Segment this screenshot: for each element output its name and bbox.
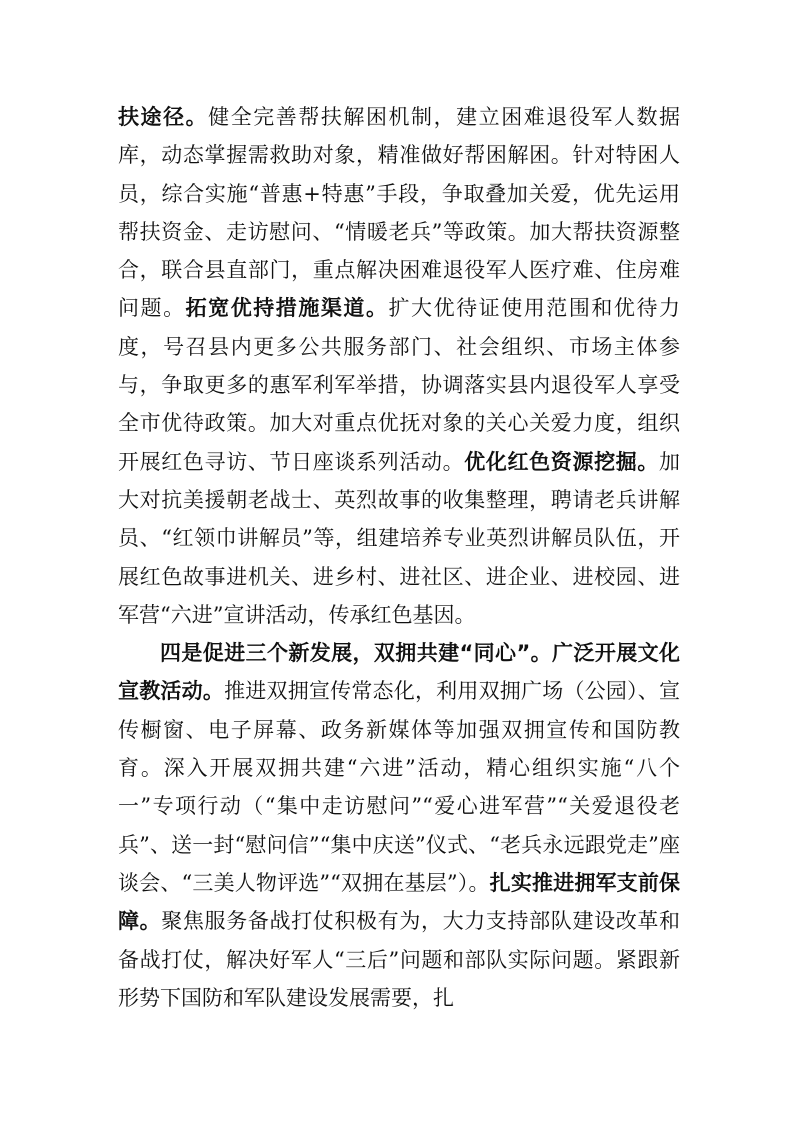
paragraph-1-text-3: 加大对抗美援朝老战士、英烈故事的收集整理，聘请老兵讲解员、“红领巾讲解员”等，组建培养专业英烈讲解员队伍，开展红色故事进机关、进乡村、进社区、进企业、进校园、进军营“六进”宣讲活动，传承红色基因。 bbox=[118, 449, 681, 627]
paragraph-2-text-1: 推进双拥宣传常态化，利用双拥广场（公园）、宣传橱窗、电子屏幕、政务新媒体等加强双拥宣传和国防教育。深入开展双拥共建“六进”活动，精心组织实施“八个一”专项行动（“集中走访慰问”“爱心进军营”“关爱退役老兵”、送一封“慰问信”“集中庆送”仪式、“老兵永远跟党走”座谈会、“三美人物评选”“双拥在基层”）。 bbox=[118, 679, 681, 895]
paragraph-1 bbox=[118, 98, 680, 634]
bold-heading-1: 扶途径。 bbox=[118, 105, 209, 129]
paragraph-1-text-2: 扩大优待证使用范围和优待力度，号召县内更多公共服务部门、社会组织、市场主体参与，争取更多的惠军利军举措，协调落实县内退役军人享受全市优待政策。加大对重点优抚对象的关心关爱力度，组织开展红色寻访、节日座谈系列活动。 bbox=[118, 296, 680, 474]
document-page bbox=[118, 98, 680, 1017]
paragraph-1-text-1: 健全完善帮扶解困机制，建立困难退役军人数据库，动态掌握需救助对象，精准做好帮困解困。针对特困人员，综合实施“普惠+特惠”手段，争取叠加关爱，优先运用帮扶资金、走访慰问、“情暖老兵”等政策。加大帮扶资源整合，联合县直部门，重点解决困难退役军人医疗难、住房难问题。 bbox=[118, 105, 681, 321]
bold-heading-3: 优化红色资源挖掘。 bbox=[464, 449, 660, 474]
bold-heading-2: 拓宽优持措施渠道。 bbox=[185, 296, 389, 321]
bold-heading-5: 扎实推进拥军支前保障。 bbox=[118, 870, 681, 934]
bold-heading-4: 四是促进三个新发展，双拥共建“同心”。广泛开展文化宣教活动。 bbox=[118, 641, 680, 704]
paragraph-2-text-2: 聚焦服务备战打仗积极有为，大力支持部队建设改革和备战打仗，解决好军人“三后”问题和部队实际问题。紧跟新形势下国防和军队建设发展需要，扎 bbox=[118, 909, 680, 1010]
paragraph-2 bbox=[118, 634, 680, 1017]
